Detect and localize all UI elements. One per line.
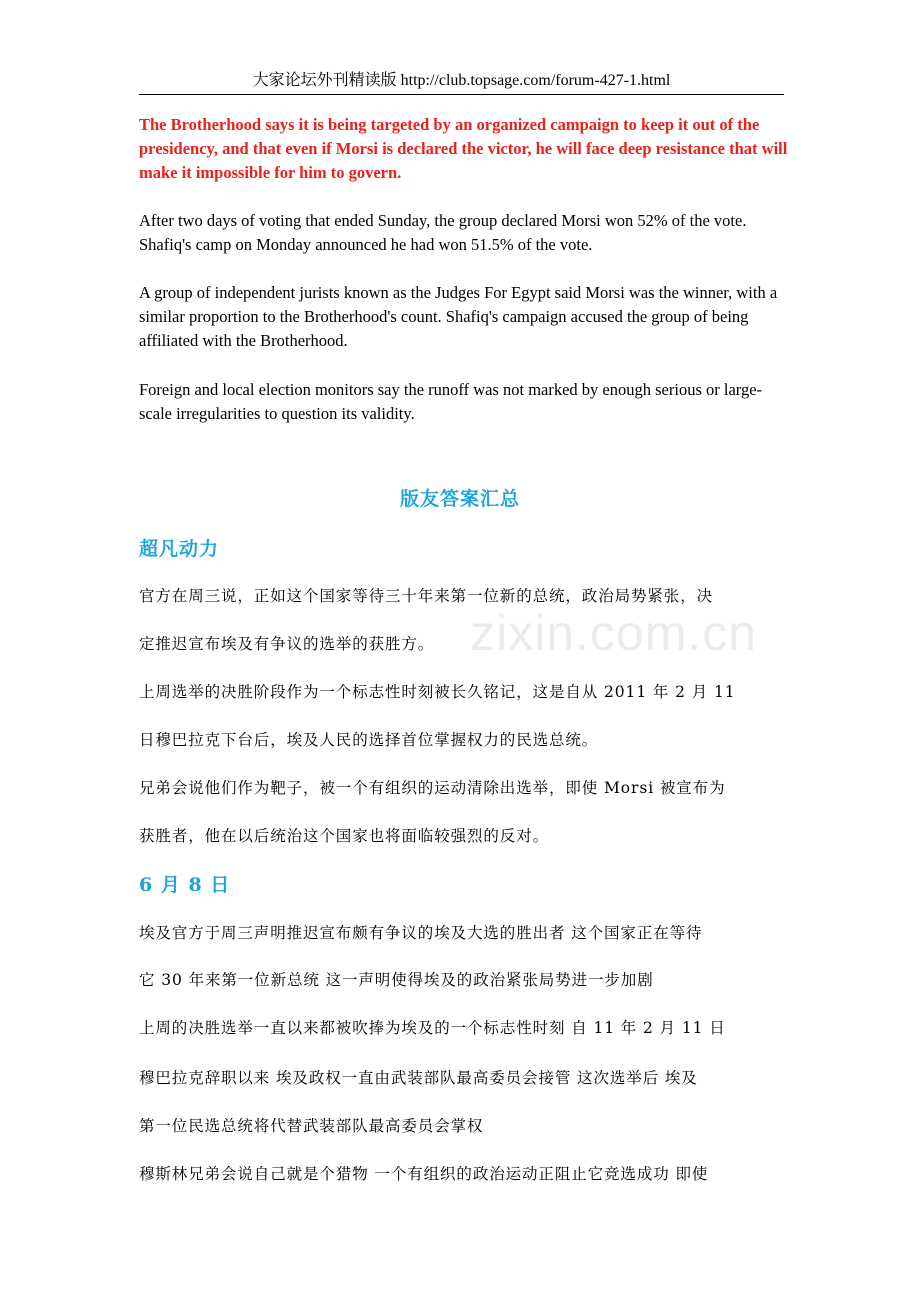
answer1-line-6: 获胜者，他在以后统治这个国家也将面临较强烈的反对。 [139, 827, 550, 845]
answer2-line-1: 埃及官方于周三声明推迟宣布颇有争议的埃及大选的胜出者 这个国家正在等待 [139, 924, 703, 942]
answer1-line-1: 官方在周三说，正如这个国家等待三十年来第一位新的总统，政治局势紧张，决 [139, 587, 714, 605]
paragraph-3: Foreign and local election monitors say the runoff was not marked by enough serious or large-scale irregularities to question its validity. [139, 380, 763, 423]
paragraph-1: After two days of voting that ended Sunday, the group declared Morsi won 52% of the vote. Shafiq's camp on Monday announced he had won 51.5% of the vote. [139, 211, 747, 254]
answer2-line-6: 穆斯林兄弟会说自己就是个猎物 一个有组织的政治运动正阻止它竞选成功 即使 [139, 1165, 709, 1183]
answer1-line-5: 兄弟会说他们作为靶子，被一个有组织的运动清除出选举，即使 Morsi 被宣布为 [139, 779, 726, 797]
answer1-line-2: 定推迟宣布埃及有争议的选举的获胜方。 [139, 635, 435, 653]
watermark: zixin.com.cn [470, 605, 758, 661]
answer2-line-4: 穆巴拉克辞职以来 埃及政权一直由武装部队最高委员会接管 这次选举后 埃及 [139, 1069, 698, 1087]
answer1-author: 超凡动力 [139, 538, 220, 560]
section-title: 版友答案汇总 [399, 488, 520, 510]
answer1-line-4: 日穆巴拉克下台后，埃及人民的选择首位掌握权力的民选总统。 [139, 731, 599, 749]
paragraph-2: A group of independent jurists known as the Judges For Egypt said Morsi was the winner, with a similar proportion to the Brotherhood's count. Shafiq's campaign accused the group of being affiliated with the Brotherhood. [139, 283, 778, 350]
answer2-author: 6 月 8 日 [139, 874, 231, 896]
answer2-line-5: 第一位民选总统将代替武装部队最高委员会掌权 [139, 1117, 484, 1135]
answer2-line-3: 上周的决胜选举一直以来都被吹捧为埃及的一个标志性时刻 自 11 年 2 月 11 日 [139, 1019, 726, 1037]
answer1-line-3: 上周选举的决胜阶段作为一个标志性时刻被长久铭记，这是自从 2011 年 2 月 11 [139, 683, 736, 701]
page-header: 大家论坛外刊精读版 http://club.topsage.com/forum-427-1.html [139, 68, 784, 95]
answer2-line-2: 它 30 年来第一位新总统 这一声明使得埃及的政治紧张局势进一步加剧 [139, 971, 654, 989]
intro-red-paragraph: The Brotherhood says it is being targeted by an organized campaign to keep it out of the presidency, and that even if Morsi is declared the victor, he will face deep resistance that will make it impossible for him to govern. [139, 115, 788, 182]
